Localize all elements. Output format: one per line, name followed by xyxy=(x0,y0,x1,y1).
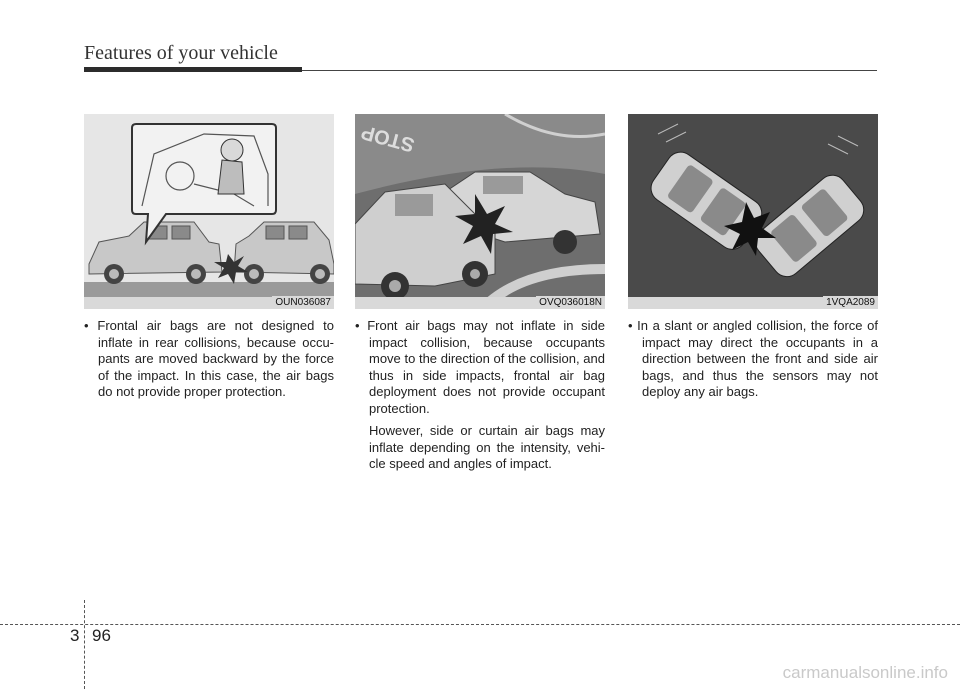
figure-code: 1VQA2089 xyxy=(823,296,878,309)
column-1-text xyxy=(84,318,334,401)
figure-code: OVQ036018N xyxy=(536,296,605,309)
figure-rear-collision xyxy=(84,114,334,309)
figure-code: OUN036087 xyxy=(272,296,334,309)
road-stop-text: STOP xyxy=(358,120,417,156)
column-2-text xyxy=(355,318,605,473)
bullet-angled-collision: • In a slant or angled collision, the force of impact may direct the occupants in a direction between the front and side air bags, and thus the sensors may not deploy any air bags. xyxy=(628,318,878,399)
figure-angled-collision xyxy=(628,114,878,309)
bullet-rear-collision: • Frontal air bags are not designed to inflate in rear collisions, because occu-pants are moved backward by the force of the impact. In this case, the air bags do not provide proper protection. xyxy=(84,318,334,399)
watermark: carmanualsonline.info xyxy=(782,663,948,682)
angled-collision-illustration xyxy=(628,114,878,309)
header-accent-bar xyxy=(84,67,302,72)
footer-divider xyxy=(84,600,85,689)
page-header-title: Features of your vehicle xyxy=(84,42,278,64)
side-impact-followup: However, side or curtain air bags may inflate depending on the intensity, vehi-cle speed and angles of impact. xyxy=(369,423,605,471)
column-3-text xyxy=(628,318,878,401)
footer-rule xyxy=(0,624,960,625)
rear-collision-illustration xyxy=(84,114,334,309)
page-number: 96 xyxy=(92,626,111,645)
figure-side-collision xyxy=(355,114,605,309)
side-collision-illustration xyxy=(355,114,605,309)
header-rule xyxy=(302,70,877,71)
section-number: 3 xyxy=(70,626,80,645)
bullet-side-impact: • Front air bags may not inflate in side impact collision, because occupants move to the direction of the collision, and thus in side impacts, frontal air bag deployment does not provide occupant protection. xyxy=(355,318,605,416)
